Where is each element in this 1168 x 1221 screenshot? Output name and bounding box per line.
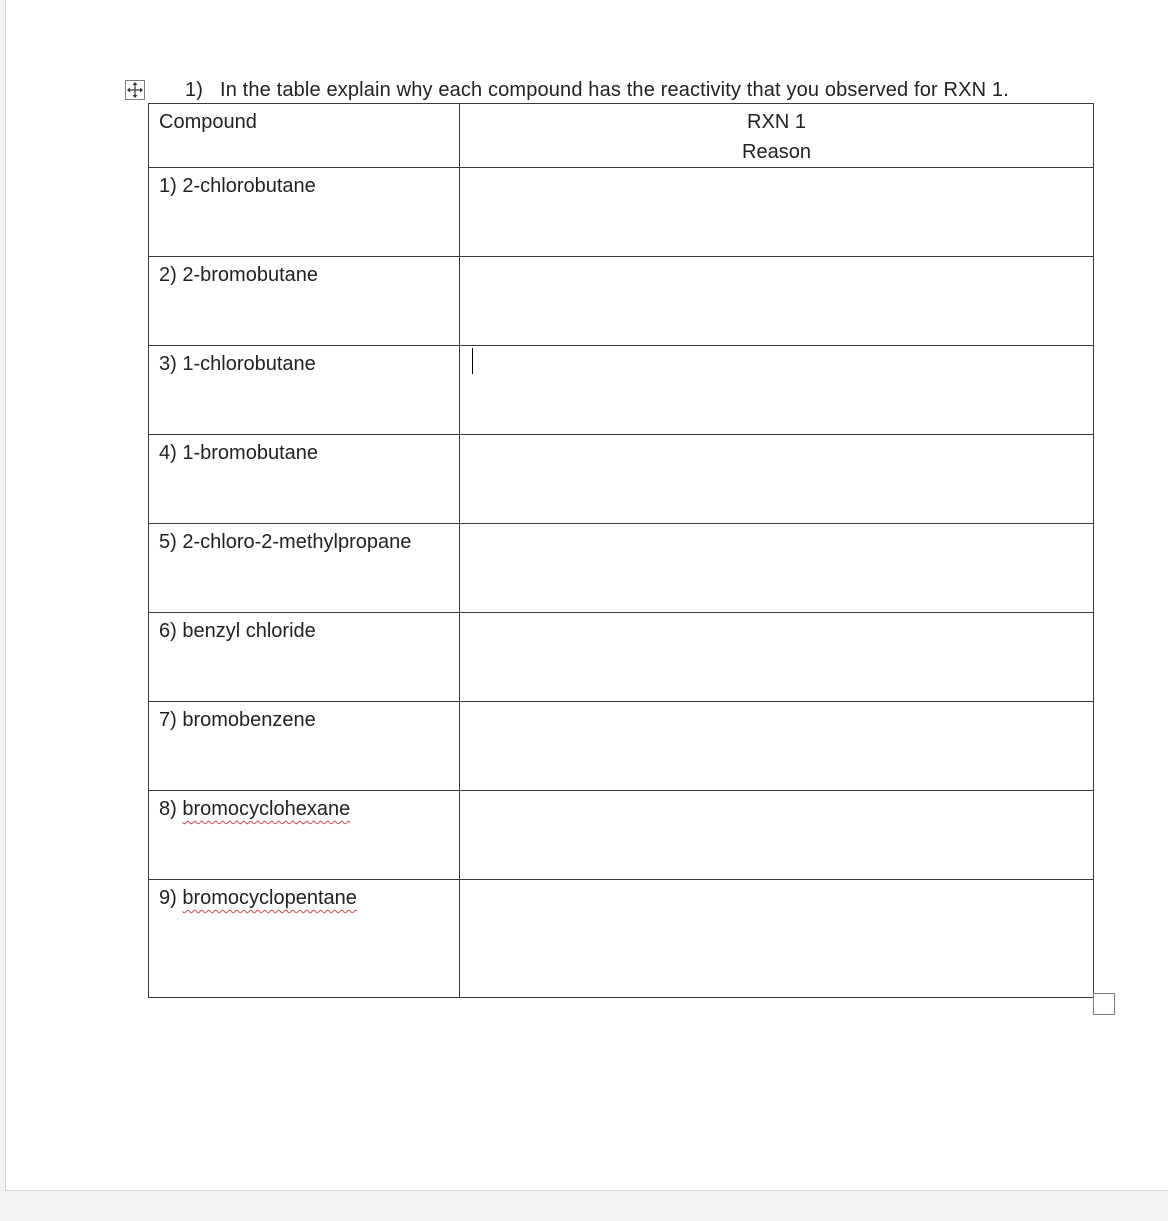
compound-number: 5) bbox=[159, 531, 177, 553]
compound-name: 2-chlorobutane bbox=[182, 175, 316, 197]
compound-cell[interactable] bbox=[149, 613, 460, 702]
compound-name-spellcheck[interactable]: bromocyclopentane bbox=[182, 887, 357, 909]
compound-cell[interactable] bbox=[149, 791, 460, 880]
reason-cell[interactable] bbox=[460, 880, 1094, 998]
reason-text bbox=[460, 702, 1093, 705]
reason-text bbox=[460, 435, 1093, 438]
reason-cell[interactable] bbox=[460, 257, 1094, 346]
header-reason-label: Reason bbox=[742, 141, 811, 163]
question-number: 1) bbox=[185, 79, 204, 101]
table-move-handle-icon[interactable] bbox=[125, 80, 145, 100]
table-row bbox=[149, 168, 1094, 257]
table-row bbox=[149, 346, 1094, 435]
reason-cell[interactable] bbox=[460, 168, 1094, 257]
reason-text bbox=[460, 524, 1093, 527]
table-row bbox=[149, 791, 1094, 880]
compound-number: 8) bbox=[159, 798, 177, 820]
header-rxn-label: RXN 1 bbox=[747, 111, 806, 133]
table-row bbox=[149, 702, 1094, 791]
compound-cell[interactable] bbox=[149, 257, 460, 346]
reason-text bbox=[460, 880, 1093, 883]
question-heading bbox=[185, 77, 1009, 103]
compound-name: 1-chlorobutane bbox=[182, 353, 316, 375]
compound-cell[interactable] bbox=[149, 435, 460, 524]
compound-name-spellcheck[interactable]: bromocyclohexane bbox=[182, 798, 351, 820]
compound-name: 2-chloro-2-methylpropane bbox=[182, 531, 412, 553]
compound-number: 7) bbox=[159, 709, 177, 731]
reason-cell[interactable] bbox=[460, 435, 1094, 524]
compound-number: 2) bbox=[159, 264, 177, 286]
compound-number: 9) bbox=[159, 887, 177, 909]
compound-name: 2-bromobutane bbox=[182, 264, 319, 286]
reason-text bbox=[460, 613, 1093, 616]
table-resize-handle-icon[interactable] bbox=[1093, 993, 1115, 1015]
header-cell-compound[interactable] bbox=[149, 104, 460, 168]
table-row bbox=[149, 880, 1094, 998]
reason-text bbox=[460, 791, 1093, 794]
compound-cell[interactable] bbox=[149, 702, 460, 791]
compound-cell[interactable] bbox=[149, 168, 460, 257]
table-row bbox=[149, 613, 1094, 702]
compound-number: 6) bbox=[159, 620, 177, 642]
header-compound-label: Compound bbox=[159, 111, 257, 133]
reason-cell[interactable] bbox=[460, 524, 1094, 613]
reason-cell[interactable] bbox=[460, 702, 1094, 791]
text-cursor-caret bbox=[472, 348, 473, 374]
compound-name: benzyl chloride bbox=[182, 620, 316, 642]
compound-name: 1-bromobutane bbox=[182, 442, 319, 464]
table-header-row bbox=[149, 104, 1094, 168]
reason-cell[interactable] bbox=[460, 791, 1094, 880]
compound-number: 4) bbox=[159, 442, 177, 464]
header-cell-rxn[interactable] bbox=[460, 104, 1094, 168]
compound-cell[interactable] bbox=[149, 346, 460, 435]
reason-cell-active[interactable] bbox=[460, 346, 1094, 435]
compound-reactivity-table bbox=[148, 103, 1094, 998]
table-row bbox=[149, 435, 1094, 524]
table-row bbox=[149, 524, 1094, 613]
compound-number: 3) bbox=[159, 353, 177, 375]
question-text: In the table explain why each compound has the reactivity that you observed for RXN 1. bbox=[220, 79, 1009, 101]
compound-name: bromobenzene bbox=[182, 709, 316, 731]
compound-cell[interactable] bbox=[149, 524, 460, 613]
compound-number: 1) bbox=[159, 175, 177, 197]
compound-cell[interactable] bbox=[149, 880, 460, 998]
table-row bbox=[149, 257, 1094, 346]
reason-text bbox=[460, 168, 1093, 171]
reason-text bbox=[460, 257, 1093, 260]
reason-cell[interactable] bbox=[460, 613, 1094, 702]
